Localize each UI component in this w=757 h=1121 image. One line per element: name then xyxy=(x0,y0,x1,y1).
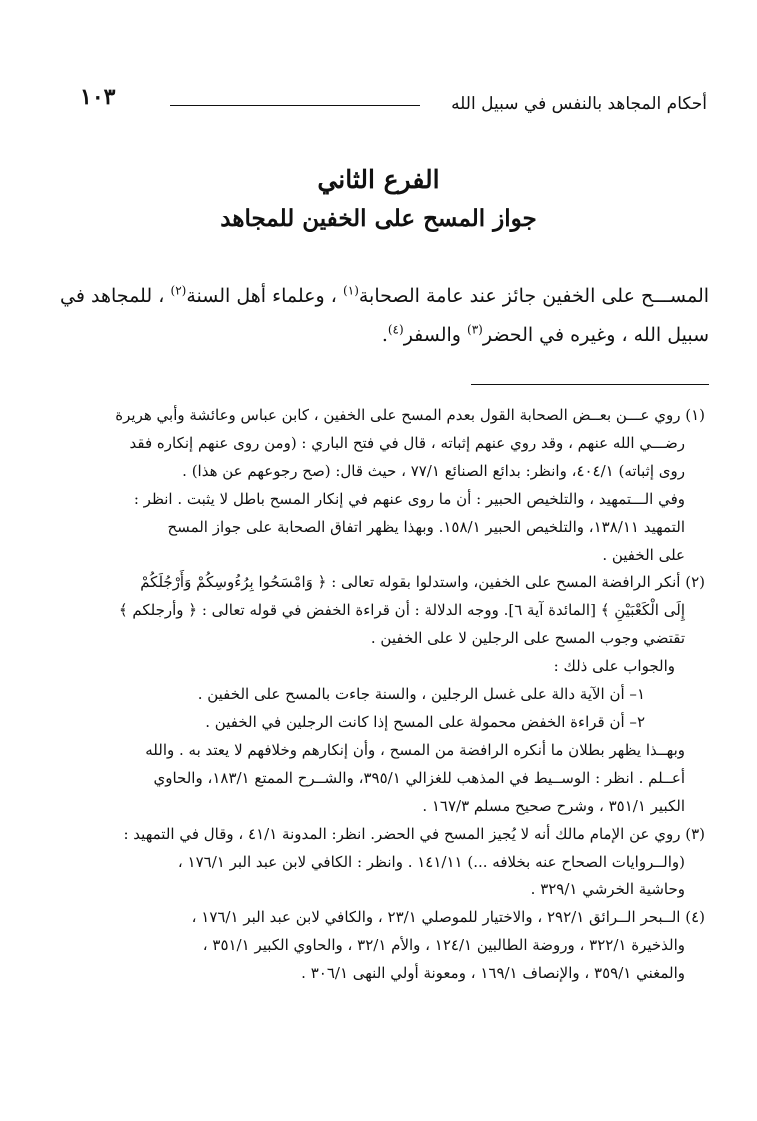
footnote-line: وحاشية الخرشي ٣٢٩/١ . xyxy=(530,880,685,899)
footnote-line: والجواب على ذلك : xyxy=(553,657,675,676)
footnote-line: أعــلم . انظر : الوســيط في المذهب للغزالي ٣٩٥/١، والشــرح الممتع ١٨٣/١، والحاوي xyxy=(153,768,685,787)
footnote-line: رضـــي الله عنهم ، وقد روي عنهم إثباته ، قال في فتح الباري : (ومن روى عنهم إنكاره فقد xyxy=(129,433,685,452)
footnote-point: ٢– أن قراءة الخفض محمولة على المسح إذا كانت الرجلين في الخفين . xyxy=(205,712,645,731)
footnote-point: ١– أن الآية دالة على غسل الرجلين ، والسنة جاءت بالمسح على الخفين . xyxy=(197,685,645,704)
footnote-line: (٢) أنكر الرافضة المسح على الخفين، واستدلوا بقوله تعالى : ﴿ وَامْسَحُوا بِرُءُوسِكُمْ وَأَرْجُلَكُمْ xyxy=(140,573,705,592)
footnotes xyxy=(50,402,705,988)
chapter-heading: الفرع الثاني xyxy=(317,165,440,194)
section-title: جواز المسح على الخفين للمجاهد xyxy=(220,205,537,232)
footnote-separator xyxy=(471,384,709,385)
footnote-line: على الخفين . xyxy=(602,545,685,564)
footnote-1 xyxy=(50,402,705,569)
footnote-ref: (٤) xyxy=(387,322,404,337)
footnote-line: إِلَى الْكَعْبَيْنِ ﴾ [المائدة آية ٦]. ووجه الدلالة : أن قراءة الخفض في قوله تعالى : ﴿ وأرجلكم ﴾ xyxy=(118,601,685,620)
main-text-part: المســـح على الخفين جائز عند عامة الصحابة xyxy=(358,285,710,307)
footnote-line: التمهيد ١٣٨/١١، والتلخيص الحبير ١٥٨/١. وبهذا يظهر اتفاق الصحابة على جواز المسح xyxy=(167,517,685,536)
footnote-line: (١) روي عـــن بعــض الصحابة القول بعدم المسح على الخفين ، كابن عباس وعائشة وأبي هريرة xyxy=(115,406,705,424)
footnote-ref: (١) xyxy=(343,283,359,298)
page-number: ١٠٣ xyxy=(80,84,116,110)
footnote-line: الكبير ٣٥١/١ ، وشرح صحيح مسلم ١٦٧/٣ . xyxy=(422,796,685,815)
main-text-part: ، وعلماء أهل السنة xyxy=(186,285,344,307)
footnote-2 xyxy=(50,569,705,820)
footnote-3 xyxy=(50,821,705,905)
footnote-line: وفي الـــتمهيد ، والتلخيص الحبير : أن ما روى عنهم في إنكار المسح باطل لا يثبت . انظر : xyxy=(133,489,685,508)
main-text-part: ، للمجاهد في سبيل الله ، وغيره في الحضر xyxy=(60,285,709,346)
main-paragraph xyxy=(60,277,709,355)
footnote-line: (٤) الــبحر الــرائق ٢٩٢/١ ، والاختيار للموصلي ٢٣/١ ، والكافي لابن عبد البر ١٧٦/١ ، xyxy=(191,908,705,927)
footnote-line: والذخيرة ٣٢٢/١ ، وروضة الطالبين ١٢٤/١ ، والأم ٣٢/١ ، والحاوي الكبير ٣٥١/١ ، xyxy=(202,936,685,955)
header-rule xyxy=(170,105,420,106)
page-header xyxy=(70,84,707,118)
footnote-line: روى إثباته) ٤٠٤/١، وانظر: بدائع الصنائع ٧٧/١ ، حيث قال: (صح رجوعهم عن هذا) . xyxy=(182,461,685,480)
footnote-ref: (٣) xyxy=(467,322,483,337)
main-text-part: . xyxy=(381,324,388,346)
footnote-line: والمغني ٣٥٩/١ ، والإنصاف ١٦٩/١ ، ومعونة أولي النهى ٣٠٦/١ . xyxy=(301,964,685,983)
footnote-line: وبهــذا يظهر بطلان ما أنكره الرافضة من المسح ، وأن إنكارهم وخلافهم لا يعتد به . والله xyxy=(145,740,685,759)
running-title: أحكام المجاهد بالنفس في سبيل الله xyxy=(451,94,707,114)
footnote-line: (والــروايات الصحاح عنه بخلافه ...) ١٤١/١١ . وانظر : الكافي لابن عبد البر ١٧٦/١ ، xyxy=(177,852,685,871)
footnote-line: (٣) روي عن الإمام مالك أنه لا يُجيز المسح في الحضر. انظر: المدونة ٤١/١ ، وقال في التمهيد : xyxy=(123,824,705,843)
main-text-part: والسفر xyxy=(403,324,468,346)
footnote-ref: (٢) xyxy=(170,283,187,298)
footnote-4 xyxy=(50,904,705,988)
footnote-line: تقتضي وجوب المسح على الرجلين لا على الخفين . xyxy=(370,629,685,648)
